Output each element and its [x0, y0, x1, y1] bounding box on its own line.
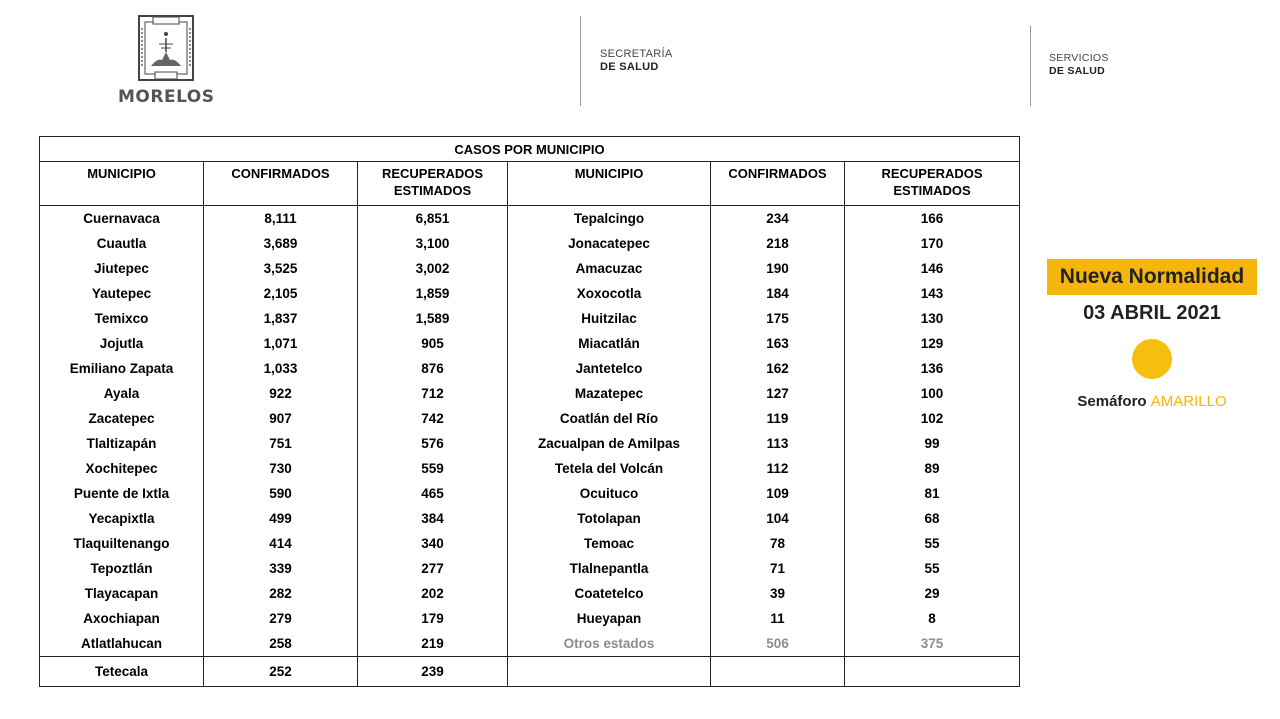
semaforo-color: AMARILLO [1150, 393, 1227, 410]
table-body [40, 206, 1020, 687]
municipio-cell: Yautepec [40, 281, 204, 306]
semaforo-status [1047, 393, 1257, 410]
confirmados-cell: 282 [204, 581, 358, 606]
municipio-cell: Jantetelco [508, 356, 711, 381]
confirmados-cell: 39 [711, 581, 845, 606]
nueva-normalidad-banner: Nueva Normalidad [1047, 259, 1257, 295]
municipio-cell: Ocuituco [508, 481, 711, 506]
recuperados-cell: 576 [358, 431, 508, 456]
recuperados-cell: 6,851 [358, 206, 508, 232]
table-row [40, 281, 1020, 306]
recuperados-cell: 146 [845, 256, 1020, 281]
municipio-cell: Coatetelco [508, 581, 711, 606]
recuperados-cell: 465 [358, 481, 508, 506]
table-row [40, 657, 1020, 687]
confirmados-cell: 175 [711, 306, 845, 331]
recuperados-cell: 100 [845, 381, 1020, 406]
recuperados-cell: 130 [845, 306, 1020, 331]
confirmados-cell: 279 [204, 606, 358, 631]
secretaria-label [600, 48, 672, 74]
recuperados-cell: 1,589 [358, 306, 508, 331]
municipio-cell: Xoxocotla [508, 281, 711, 306]
confirmados-cell: 1,033 [204, 356, 358, 381]
municipio-cell [508, 657, 711, 687]
table-title: CASOS POR MUNICIPIO [40, 137, 1020, 162]
municipio-cell: Coatlán del Río [508, 406, 711, 431]
recuperados-cell: 277 [358, 556, 508, 581]
table-row [40, 206, 1020, 232]
municipio-cell: Otros estados [508, 631, 711, 657]
header-recuperados-2 [845, 162, 1020, 206]
table-row [40, 331, 1020, 356]
municipio-cell: Puente de Ixtla [40, 481, 204, 506]
servicios-line2: DE SALUD [1049, 65, 1106, 77]
table-row [40, 531, 1020, 556]
confirmados-cell: 163 [711, 331, 845, 356]
municipio-cell: Tlayacapan [40, 581, 204, 606]
municipio-cell: Tepoztlán [40, 556, 204, 581]
municipio-cell: Atlatlahucan [40, 631, 204, 657]
report-date: 03 ABRIL 2021 [1083, 302, 1221, 324]
municipio-cell: Zacualpan de Amilpas [508, 431, 711, 456]
municipio-cell: Temoac [508, 531, 711, 556]
confirmados-cell: 190 [711, 256, 845, 281]
casos-table [39, 136, 1020, 687]
recuperados-cell: 905 [358, 331, 508, 356]
municipio-cell: Cuautla [40, 231, 204, 256]
confirmados-cell: 234 [711, 206, 845, 232]
recuperados-cell: 81 [845, 481, 1020, 506]
recuperados-cell: 1,859 [358, 281, 508, 306]
recuperados-cell [845, 657, 1020, 687]
confirmados-cell: 730 [204, 456, 358, 481]
header-recuperados-l2: ESTIMADOS [393, 183, 472, 198]
recuperados-cell: 129 [845, 331, 1020, 356]
recuperados-cell: 102 [845, 406, 1020, 431]
confirmados-cell: 907 [204, 406, 358, 431]
municipio-cell: Yecapixtla [40, 506, 204, 531]
header-recuperados [358, 162, 508, 206]
morelos-logo [118, 14, 214, 110]
confirmados-cell: 252 [204, 657, 358, 687]
table-row [40, 431, 1020, 456]
municipio-cell: Tlaltizapán [40, 431, 204, 456]
recuperados-cell: 202 [358, 581, 508, 606]
confirmados-cell: 339 [204, 556, 358, 581]
table-row [40, 306, 1020, 331]
municipio-cell: Amacuzac [508, 256, 711, 281]
recuperados-cell: 55 [845, 556, 1020, 581]
municipio-cell: Mazatepec [508, 381, 711, 406]
confirmados-cell: 104 [711, 506, 845, 531]
confirmados-cell: 109 [711, 481, 845, 506]
table-row [40, 631, 1020, 657]
table-row [40, 556, 1020, 581]
confirmados-cell: 499 [204, 506, 358, 531]
table-row [40, 256, 1020, 281]
recuperados-cell: 89 [845, 456, 1020, 481]
table-row [40, 356, 1020, 381]
confirmados-cell: 218 [711, 231, 845, 256]
recuperados-cell: 170 [845, 231, 1020, 256]
table-row [40, 581, 1020, 606]
municipio-cell: Emiliano Zapata [40, 356, 204, 381]
recuperados-cell: 55 [845, 531, 1020, 556]
municipio-cell: Tlalnepantla [508, 556, 711, 581]
confirmados-cell: 3,525 [204, 256, 358, 281]
divider-1 [580, 16, 581, 106]
secretaria-line1: SECRETARÍA [600, 48, 673, 60]
confirmados-cell: 3,689 [204, 231, 358, 256]
table-row [40, 381, 1020, 406]
recuperados-cell: 712 [358, 381, 508, 406]
servicios-label [1049, 52, 1109, 78]
municipio-cell: Tepalcingo [508, 206, 711, 232]
recuperados-cell: 559 [358, 456, 508, 481]
status-panel [1047, 259, 1257, 410]
table-row [40, 406, 1020, 431]
municipio-cell: Temixco [40, 306, 204, 331]
recuperados-cell: 29 [845, 581, 1020, 606]
municipio-cell: Jojutla [40, 331, 204, 356]
table-row [40, 456, 1020, 481]
header-municipio-2: MUNICIPIO [508, 162, 711, 206]
confirmados-cell: 590 [204, 481, 358, 506]
table-row [40, 506, 1020, 531]
municipio-cell: Ayala [40, 381, 204, 406]
confirmados-cell: 8,111 [204, 206, 358, 232]
municipio-cell: Xochitepec [40, 456, 204, 481]
municipio-cell: Hueyapan [508, 606, 711, 631]
divider-2 [1030, 26, 1031, 106]
recuperados-cell: 742 [358, 406, 508, 431]
header-confirmados-2: CONFIRMADOS [711, 162, 845, 206]
municipio-cell: Tetela del Volcán [508, 456, 711, 481]
municipio-cell: Miacatlán [508, 331, 711, 356]
municipio-cell: Tlaquiltenango [40, 531, 204, 556]
confirmados-cell: 1,071 [204, 331, 358, 356]
confirmados-cell: 119 [711, 406, 845, 431]
municipio-cell: Zacatepec [40, 406, 204, 431]
logo-text: MORELOS [118, 87, 215, 107]
municipio-cell: Huitzilac [508, 306, 711, 331]
table-row [40, 231, 1020, 256]
table-row [40, 481, 1020, 506]
yellow-dot-icon [1132, 339, 1172, 379]
header-recuperados-2-l2: ESTIMADOS [893, 183, 971, 198]
municipio-cell: Totolapan [508, 506, 711, 531]
recuperados-cell: 179 [358, 606, 508, 631]
table-row [40, 606, 1020, 631]
morelos-coat-of-arms-icon [137, 14, 195, 82]
header-recuperados-2-l1: RECUPERADOS [881, 166, 983, 181]
header-municipio: MUNICIPIO [40, 162, 204, 206]
confirmados-cell: 112 [711, 456, 845, 481]
recuperados-cell: 384 [358, 506, 508, 531]
confirmados-cell [711, 657, 845, 687]
secretaria-line2: DE SALUD [600, 61, 659, 73]
confirmados-cell: 506 [711, 631, 845, 657]
confirmados-cell: 414 [204, 531, 358, 556]
recuperados-cell: 143 [845, 281, 1020, 306]
confirmados-cell: 1,837 [204, 306, 358, 331]
municipio-cell: Cuernavaca [40, 206, 204, 232]
header-recuperados-l1: RECUPERADOS [381, 166, 484, 181]
recuperados-cell: 375 [845, 631, 1020, 657]
recuperados-cell: 3,002 [358, 256, 508, 281]
municipio-cell: Jiutepec [40, 256, 204, 281]
municipio-cell: Tetecala [40, 657, 204, 687]
confirmados-cell: 751 [204, 431, 358, 456]
recuperados-cell: 876 [358, 356, 508, 381]
confirmados-cell: 162 [711, 356, 845, 381]
recuperados-cell: 219 [358, 631, 508, 657]
recuperados-cell: 99 [845, 431, 1020, 456]
recuperados-cell: 239 [358, 657, 508, 687]
confirmados-cell: 184 [711, 281, 845, 306]
recuperados-cell: 166 [845, 206, 1020, 232]
servicios-line1: SERVICIOS [1049, 52, 1109, 64]
semaforo-label: Semáforo [1077, 393, 1147, 410]
municipio-cell: Axochiapan [40, 606, 204, 631]
confirmados-cell: 127 [711, 381, 845, 406]
header-confirmados: CONFIRMADOS [204, 162, 358, 206]
confirmados-cell: 922 [204, 381, 358, 406]
confirmados-cell: 78 [711, 531, 845, 556]
recuperados-cell: 340 [358, 531, 508, 556]
confirmados-cell: 258 [204, 631, 358, 657]
recuperados-cell: 8 [845, 606, 1020, 631]
confirmados-cell: 71 [711, 556, 845, 581]
confirmados-cell: 11 [711, 606, 845, 631]
recuperados-cell: 3,100 [358, 231, 508, 256]
municipio-cell: Jonacatepec [508, 231, 711, 256]
recuperados-cell: 136 [845, 356, 1020, 381]
recuperados-cell: 68 [845, 506, 1020, 531]
confirmados-cell: 113 [711, 431, 845, 456]
confirmados-cell: 2,105 [204, 281, 358, 306]
